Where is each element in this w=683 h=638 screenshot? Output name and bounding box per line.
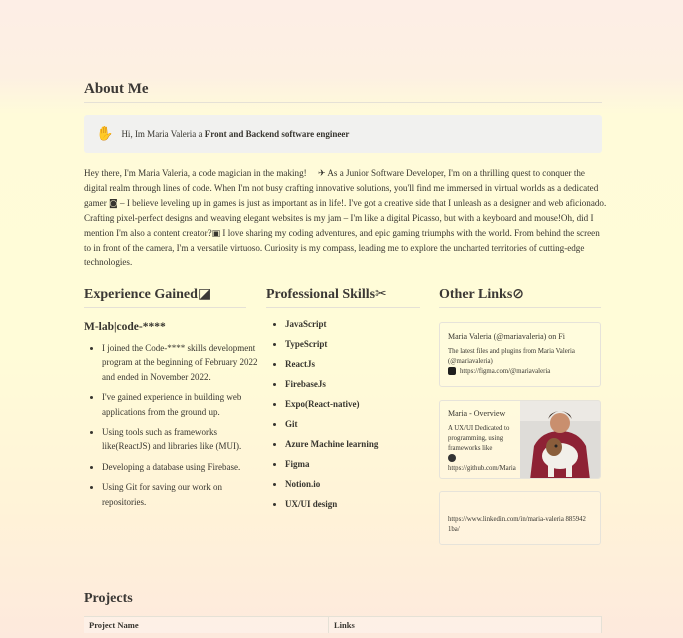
list-item: • I've gained experience in building web applications from the ground up.	[102, 390, 262, 419]
projects-heading: Projects	[84, 591, 133, 606]
list-item: • Git	[285, 414, 378, 434]
gamepad-icon: ◙	[109, 198, 118, 209]
experience-heading	[84, 286, 246, 308]
list-item: • TypeScript	[285, 334, 378, 354]
callout-role: Front and Backend software engineer	[204, 129, 350, 139]
figma-link-url: https://figma.com/@mariavaleria	[460, 368, 551, 375]
tools-icon: ✂	[375, 286, 387, 302]
linkedin-link-url: https://www.linkedin.com/in/maria-valeria 885942 1ba/	[448, 516, 586, 533]
figma-link-url-row	[448, 367, 592, 377]
table-header-links: Links	[329, 617, 602, 633]
list-item: • Notion.io	[285, 474, 378, 494]
table-header-project-name: Project Name	[84, 617, 329, 633]
experience-subtitle: M-lab|code-****	[84, 321, 166, 333]
callout-prefix: Hi, Im Maria Valeria a	[121, 129, 205, 139]
list-item: • Azure Machine learning	[285, 434, 378, 454]
list-item: • UX/UI design	[285, 494, 378, 514]
links-heading	[439, 286, 601, 308]
list-item: • Developing a database using Firebase.	[102, 460, 262, 474]
list-item: • Using Git for saving our work on repositories.	[102, 480, 262, 509]
github-link-text	[448, 408, 522, 474]
intro-callout	[84, 115, 602, 153]
rocket-icon: ✈	[318, 169, 326, 179]
skills-list	[267, 314, 378, 514]
github-link-url: https://github.com/Maria	[448, 465, 516, 472]
paperclip-icon: ⊘	[512, 286, 524, 302]
skills-heading-text: Professional Skills	[266, 287, 376, 302]
list-item: • ReactJs	[285, 354, 378, 374]
figma-link-card[interactable]	[439, 322, 601, 387]
callout-text	[121, 129, 349, 139]
intro-part-2: As a Junior Software Developer, I'm on a thrilling quest to conquer the digital realm through lines of code. When I'm not busy crafting innovative solutions, you'll find me immersed in virtual worlds as a dedicated gamer	[84, 168, 599, 208]
github-link-card[interactable]	[439, 400, 601, 479]
intro-part-1: Hey there, I'm Maria Valeria, a code magician in the making!	[84, 168, 309, 178]
list-item: • Using tools such as frameworks like(ReactJS) and libraries like (MUI).	[102, 425, 262, 454]
waving-hand-icon: ✋	[96, 126, 114, 142]
github-link-title: Maria - Overview	[448, 409, 506, 418]
links-heading-text: Other Links	[439, 287, 513, 302]
github-icon	[448, 454, 456, 462]
about-heading: About Me	[84, 81, 602, 103]
experience-heading-text: Experience Gained	[84, 287, 198, 302]
github-link-url-row	[448, 454, 522, 474]
chart-icon: ◪	[197, 286, 212, 302]
linkedin-link-card[interactable]	[439, 491, 601, 545]
intro-paragraph	[84, 166, 608, 270]
profile-thumbnail	[520, 401, 600, 479]
figma-icon	[448, 367, 456, 375]
list-item: • Expo(React-native)	[285, 394, 378, 414]
list-item: • I joined the Code-**** skills development program at the beginning of February 2022 and ended in November 2022.	[102, 341, 262, 384]
projects-table	[84, 616, 602, 633]
list-item: • JavaScript	[285, 314, 378, 334]
intro-part-4: I love sharing my coding adventures, and epic gaming triumphs with the world. From behind the screen to in front of the camera, I'm a versatile virtuoso. Curiosity is my compass, leading me to explore the uncharted territories of cutting-edge technologies.	[84, 227, 600, 268]
intro-part-3: – I believe leveling up in games is just as important as in life!. I've got a creative side that I unleash as a designer and web aficionado. Crafting pixel-perfect designs and weaving elegant websites is my jam – I'm like a digital Picasso, but with a keyboard and mouse!Oh, did I mention I'm also a content creator?	[84, 197, 607, 238]
list-item: • Figma	[285, 454, 378, 474]
figma-link-description: The latest files and plugins from Maria Valeria (@mariavaleria)	[448, 348, 575, 365]
list-item: • FirebaseJs	[285, 374, 378, 394]
figma-link-title: Maria Valeria (@mariavaleria) on Fi	[448, 332, 565, 341]
camera-icon: ▣	[211, 228, 221, 239]
skills-heading	[266, 286, 420, 308]
experience-list	[84, 341, 262, 515]
github-link-description: A UX/UI Dedicated to programming, using frameworks like	[448, 425, 510, 452]
